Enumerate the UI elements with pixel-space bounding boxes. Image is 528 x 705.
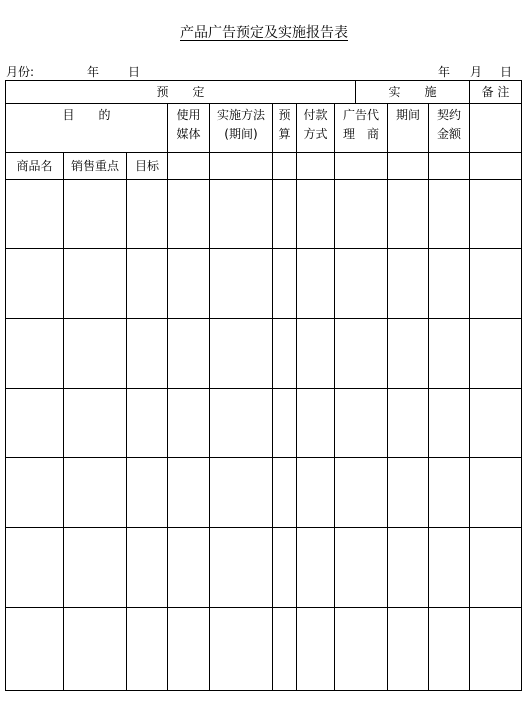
left-day-label: 日 [128, 65, 141, 79]
header-method: 实施方法 (期间) [216, 108, 265, 141]
header-target: 目标 [134, 158, 159, 173]
header-execute: 实 施 [388, 84, 437, 99]
header-budget: 预 算 [278, 108, 291, 141]
header-period: 期间 [395, 108, 420, 122]
header-reserve: 预 定 [156, 84, 205, 99]
header-product: 商品名 [16, 158, 53, 173]
header-payment: 付款 方式 [303, 108, 328, 141]
right-day-label: 日 [500, 65, 513, 79]
month-label: 月份: [6, 65, 35, 79]
header-media: 使用 媒体 [176, 108, 201, 141]
header-sales-focus: 销售重点 [70, 158, 119, 173]
header-remarks: 备 注 [481, 84, 510, 99]
right-year-label: 年 [438, 65, 451, 79]
header-contract: 契约 金额 [436, 108, 461, 141]
right-month-label: 月 [470, 65, 483, 79]
page-title: 产品广告预定及实施报告表 [180, 25, 348, 41]
left-year-label: 年 [87, 65, 100, 79]
header-purpose: 目 的 [62, 108, 111, 122]
header-agent: 广告代 理 商 [342, 108, 379, 141]
